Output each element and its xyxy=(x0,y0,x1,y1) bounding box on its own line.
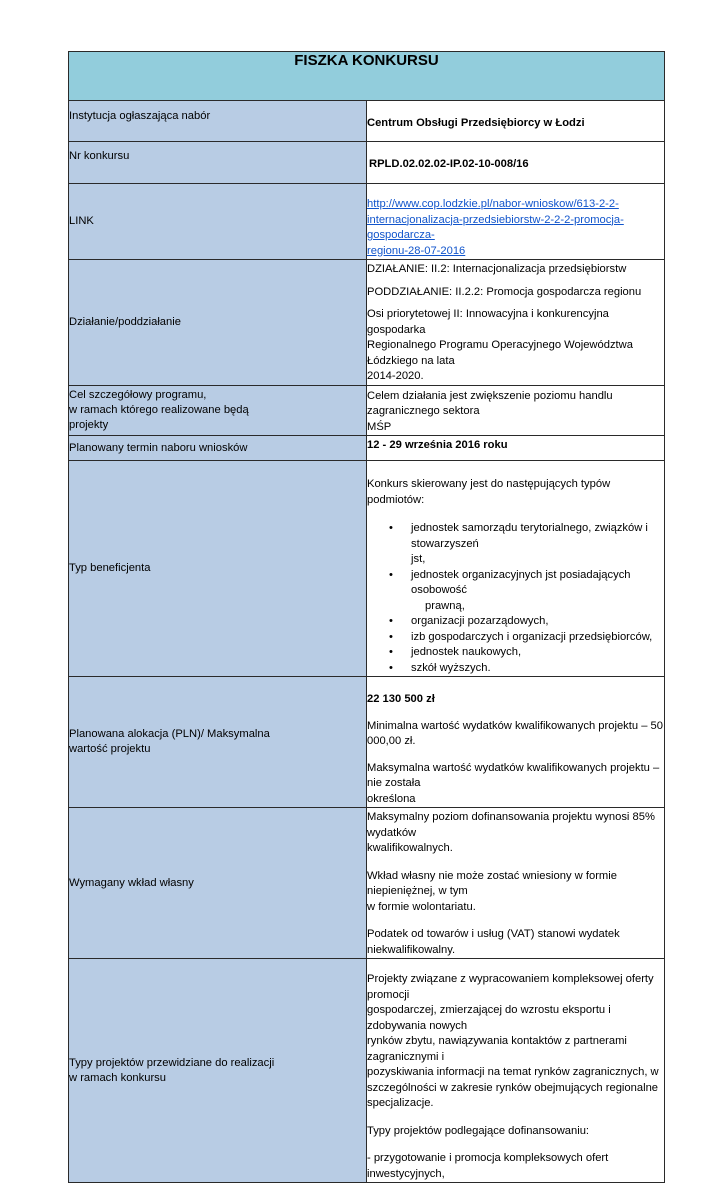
project-types-p2: Typy projektów podlegające dofinansowaniu: xyxy=(367,1124,590,1137)
title-row xyxy=(69,52,665,101)
row-beneficiary xyxy=(69,461,665,677)
number-value xyxy=(367,142,665,184)
goal-value: Celem działania jest zwiększenie poziomu handlu zagranicznego sektora MŚP xyxy=(367,385,665,436)
number-text: RPLD.02.02.02-IP.02-10-008/16 xyxy=(369,158,529,170)
row-project-types xyxy=(69,959,665,1183)
action-poddzialanie: PODDZIAŁANIE: II.2.2: Promocja gospodarcza regionu xyxy=(367,285,642,298)
row-goal xyxy=(69,385,665,436)
list-item: • jednostek samorządu terytorialnego, związków i stowarzyszeń jst, xyxy=(411,521,664,568)
row-term xyxy=(69,436,665,461)
project-types-p1: Projekty związane z wypracowaniem kompleksowej oferty promocji gospodarczej, zmierzającej do wzrostu eksportu i zdobywania nowych rynków zbytu, nawiązywania kontaktów z partnerami zagranicznymi i pozyskiwania informacji na temat rynków zagranicznych, w szczególności w zakresie rynków obejmujących regionalne specjalizacje. xyxy=(367,973,659,1109)
goal-label: Cel szczegółowy programu, w ramach którego realizowane będą projekty xyxy=(69,385,367,436)
list-item: • izb gospodarczych i organizacji przedsiębiorców, xyxy=(411,630,664,646)
contribution-label: Wymagany wkład własny xyxy=(69,808,367,959)
allocation-label: Planowana alokacja (PLN)/ Maksymalna wartość projektu xyxy=(69,677,367,808)
row-link xyxy=(69,184,665,260)
url-line-2: internacjonalizacja-przedsiebiorstw-2-2-2-promocja-gospodarcza- xyxy=(367,213,624,241)
contribution-value xyxy=(367,808,665,959)
row-contribution xyxy=(69,808,665,959)
sheet-title: FISZKA KONKURSU xyxy=(69,52,665,101)
project-types-label: Typy projektów przewidziane do realizacji w ramach konkursu xyxy=(69,959,367,1183)
link-value xyxy=(367,184,665,260)
beneficiary-value xyxy=(367,461,665,677)
contribution-p3: Podatek od towarów i usług (VAT) stanowi wydatek niekwalifikowalny. xyxy=(367,928,620,956)
institution-text: Centrum Obsługi Przedsiębiorcy w Łodzi xyxy=(367,117,585,129)
beneficiary-list xyxy=(367,521,664,676)
institution-label: Instytucja ogłaszająca nabór xyxy=(69,101,367,142)
number-label: Nr konkursu xyxy=(69,142,367,184)
project-types-value xyxy=(367,959,665,1183)
action-dzialanie: DZIAŁANIE: II.2: Internacjonalizacja przedsiębiorstw xyxy=(367,263,627,275)
allocation-amount: 22 130 500 zł xyxy=(367,693,435,705)
beneficiary-label: Typ beneficjenta xyxy=(69,461,367,677)
row-number xyxy=(69,142,665,184)
beneficiary-intro: Konkurs skierowany jest do następujących typów podmiotów: xyxy=(367,478,611,506)
row-action xyxy=(69,260,665,386)
allocation-value xyxy=(367,677,665,808)
url-line-3: regionu-28-07-2016 xyxy=(367,244,466,257)
contest-url-link[interactable] xyxy=(367,198,624,257)
link-label: LINK xyxy=(69,184,367,260)
row-allocation xyxy=(69,677,665,808)
term-text: 12 - 29 września 2016 roku xyxy=(367,439,508,451)
term-label: Planowany termin naboru wniosków xyxy=(69,436,367,461)
project-types-p3: - przygotowanie i promocja kompleksowych ofert inwestycyjnych, xyxy=(367,1152,609,1180)
institution-value xyxy=(367,101,665,142)
allocation-max: Maksymalna wartość wydatków kwalifikowanych projektu – nie została określona xyxy=(367,761,660,805)
row-institution xyxy=(69,101,665,142)
list-item: • organizacji pozarządowych, xyxy=(411,614,664,630)
allocation-min: Minimalna wartość wydatków kwalifikowanych projektu – 50 000,00 zł. xyxy=(367,719,663,747)
term-value xyxy=(367,436,665,461)
contribution-p2: Wkład własny nie może zostać wniesiony w formie niepieniężnej, w tym w formie wolontariatu. xyxy=(367,869,617,913)
url-line-1: http://www.cop.lodzkie.pl/nabor-wnioskow/613-2-2- xyxy=(367,198,619,210)
contest-sheet-table xyxy=(68,51,665,1183)
list-item: • jednostek naukowych, xyxy=(411,645,664,661)
action-os: Osi priorytetowej II: Innowacyjna i konkurencyjna gospodarka Regionalnego Programu Operacyjnego Województwa Łódzkiego na lata 2014-2020. xyxy=(367,308,633,382)
contribution-p1: Maksymalny poziom dofinansowania projektu wynosi 85% wydatków kwalifikowalnych. xyxy=(367,811,655,854)
action-label: Działanie/poddziałanie xyxy=(69,260,367,386)
list-item: • jednostek organizacyjnych jst posiadających osobowość prawną, xyxy=(411,568,664,615)
list-item: • szkół wyższych. xyxy=(411,661,664,677)
action-value xyxy=(367,260,665,386)
